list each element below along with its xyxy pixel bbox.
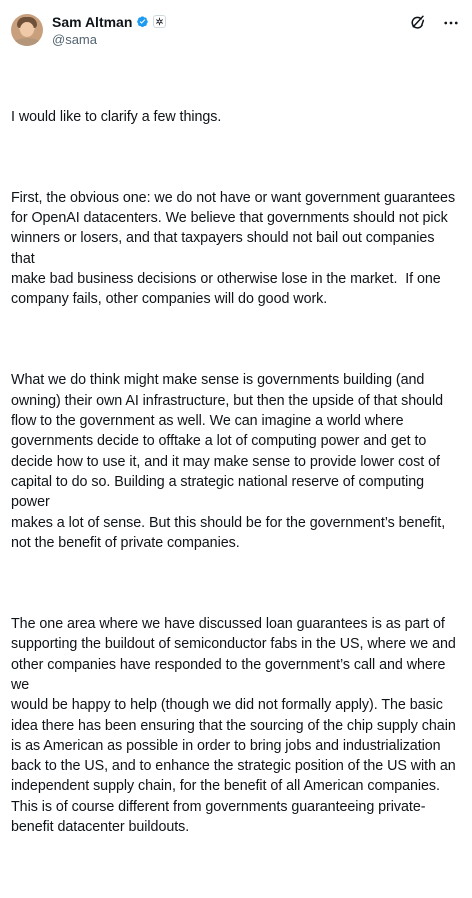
- tweet-text: [11, 66, 460, 898]
- tweet-paragraph: I would like to clarify a few things.: [11, 108, 222, 125]
- tweet-paragraph: First, the obvious one: we do not have or want government guarantees for OpenAI datacenters. We believe that governments should not pick winners or losers, and that taxpayers should not bail out companies that make bad business decisions or otherwise lose in the market. If one company fails, other companies will do good work.: [11, 189, 456, 308]
- name-row: [52, 13, 166, 31]
- avatar[interactable]: [11, 14, 43, 46]
- grok-icon[interactable]: [408, 14, 426, 32]
- tweet-actions: [408, 14, 460, 32]
- user-info: [52, 13, 166, 48]
- avatar-shirt: [13, 38, 41, 46]
- author-handle[interactable]: @sama: [52, 31, 97, 47]
- more-horizontal-icon[interactable]: [442, 14, 460, 32]
- tweet-header: [11, 10, 460, 50]
- openai-affiliation-badge[interactable]: [153, 15, 166, 28]
- author-name[interactable]: Sam Altman: [52, 13, 133, 30]
- openai-affiliation-icon: [155, 17, 164, 26]
- verified-badge-icon[interactable]: [135, 14, 150, 29]
- avatar-face: [20, 22, 34, 37]
- tweet-paragraph: The one area where we have discussed loan guarantees is as part of supporting the buildout of semiconductor fabs in the US, where we and other companies have responded to the government’s call and where we would be happy to help (though we did not formally apply). The basic idea there has been ensuring that the sourcing of the chip supply chain is as American as possible in order to bring jobs and industrialization back to the US, and to enhance the strategic position of the US with an independent supply chain, for the benefit of all American companies. This is of course different from governments guaranteeing private- benefit datacenter buildouts.: [11, 616, 456, 835]
- tweet-paragraph: What we do think might make sense is governments building (and owning) their own AI infrastructure, but then the upside of that should flow to the government as well. We can imagine a world where governments decide to offtake a lot of computing power and get to decide how to use it, and it may make sense to provide lower cost of capital to do so. Building a strategic national reserve of computing power makes a lot of sense. But this should be for the government’s benefit, not the benefit of private companies.: [11, 372, 446, 551]
